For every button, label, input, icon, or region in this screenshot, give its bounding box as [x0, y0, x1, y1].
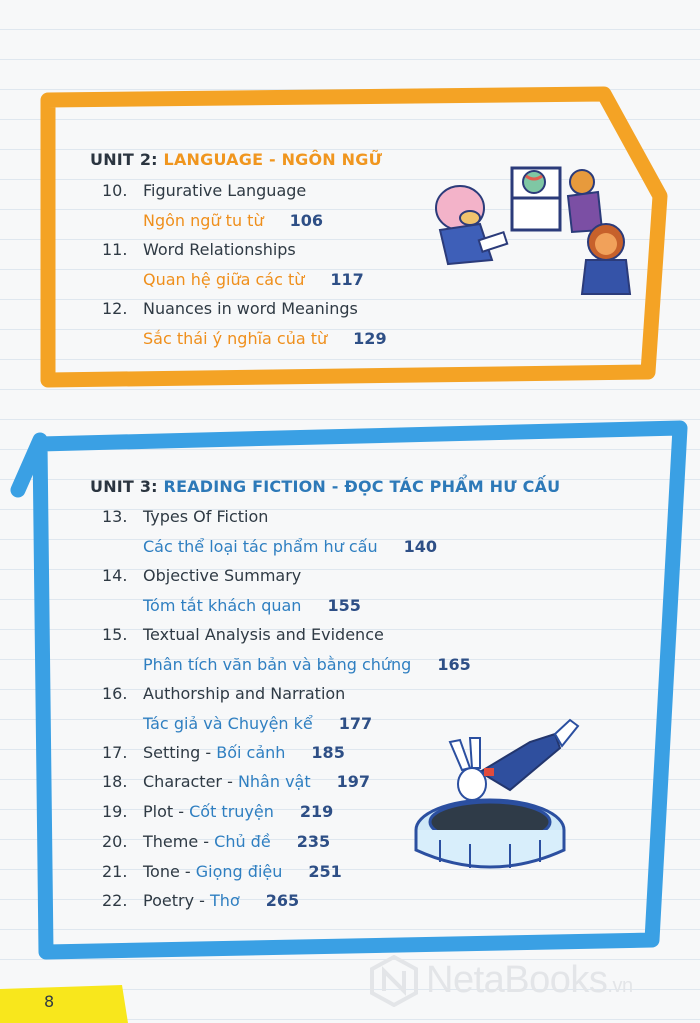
- lesson-title-en: Setting -: [143, 743, 217, 762]
- page-number-tab: [0, 985, 128, 1023]
- lesson-title-vi: Cốt truyện: [189, 802, 274, 821]
- unit-2-prefix: UNIT 2:: [90, 150, 158, 169]
- lesson-number: 13.: [102, 507, 128, 526]
- lesson-page: 265: [265, 891, 300, 910]
- lesson-title-en: Textual Analysis and Evidence: [143, 625, 384, 644]
- lesson-title-en: Character -: [143, 772, 238, 791]
- lesson-title-vi: Phân tích văn bản và bằng chứng: [143, 655, 412, 674]
- lesson-page: 235: [296, 832, 331, 851]
- lesson-number: 15.: [102, 625, 128, 644]
- unit-3-name: READING FICTION - ĐỌC TÁC PHẨM HƯ CẤU: [163, 477, 561, 496]
- lesson-13-vi: [143, 537, 437, 556]
- lesson-16-vi: [143, 714, 372, 733]
- lesson-title-vi: Quan hệ giữa các từ: [143, 270, 305, 289]
- lesson-number: 19.: [102, 802, 128, 821]
- unit-3-heading: [90, 477, 560, 496]
- lesson-12-vi: [143, 329, 387, 348]
- lesson-page: 140: [403, 537, 438, 556]
- lesson-title-vi: Nhân vật: [237, 772, 311, 791]
- lesson-page: 106: [289, 211, 323, 230]
- lesson-number: 18.: [102, 772, 128, 791]
- lesson-number: 14.: [102, 566, 128, 585]
- lesson-page: 117: [330, 270, 364, 289]
- page-number: 8: [44, 992, 55, 1011]
- lesson-title-en: Figurative Language: [143, 181, 307, 200]
- lesson-title-vi: Giọng điệu: [195, 862, 283, 881]
- lesson-title-vi: Tóm tắt khách quan: [143, 596, 302, 615]
- rabbit-pool-illustration: [410, 712, 590, 872]
- watermark-text: NetaBooks.vn: [426, 959, 633, 1001]
- lesson-title-en: Plot -: [143, 802, 190, 821]
- lesson-title-en: Theme -: [143, 832, 215, 851]
- lesson-title-vi: Bối cảnh: [216, 743, 286, 762]
- lesson-page: 251: [308, 862, 342, 881]
- lesson-title-en: Word Relationships: [143, 240, 296, 259]
- lesson-page: 197: [336, 772, 371, 791]
- lesson-title-vi: Tác giả và Chuyện kể: [143, 714, 313, 733]
- lesson-title-en: Tone -: [143, 862, 196, 881]
- unit-2-heading: [90, 150, 382, 169]
- lesson-number: 17.: [102, 743, 128, 762]
- unit-3-prefix: UNIT 3:: [90, 477, 158, 496]
- lesson-11-vi: [143, 270, 364, 289]
- unit-2-name: LANGUAGE - NGÔN NGỮ: [163, 150, 383, 169]
- lesson-number: 16.: [102, 684, 128, 703]
- globe-icon: [523, 171, 545, 193]
- lesson-number: 12.: [102, 299, 128, 318]
- lesson-14-vi: [143, 596, 361, 615]
- lesson-page: 165: [437, 655, 471, 674]
- lesson-number: 22.: [102, 891, 128, 910]
- lesson-15-vi: [143, 655, 471, 674]
- lesson-title-en: Authorship and Narration: [143, 684, 346, 703]
- lesson-title-vi: Các thể loại tác phẩm hư cấu: [143, 537, 378, 556]
- lesson-page: 185: [311, 743, 345, 762]
- lesson-page: 155: [327, 596, 361, 615]
- lesson-page: 177: [338, 714, 373, 733]
- lesson-title-en: Types Of Fiction: [143, 507, 269, 526]
- lesson-number: 10.: [102, 181, 128, 200]
- lesson-number: 20.: [102, 832, 128, 851]
- lesson-title-en: Objective Summary: [143, 566, 302, 585]
- lesson-title-vi: Ngôn ngữ tu từ: [143, 211, 264, 230]
- lesson-title-vi: Thơ: [209, 891, 240, 910]
- lesson-page: 219: [299, 802, 334, 821]
- lesson-title-en: Poetry -: [143, 891, 210, 910]
- lesson-number: 11.: [102, 240, 128, 259]
- classroom-illustration: [430, 160, 640, 300]
- lesson-title-vi: Chủ đề: [214, 832, 271, 851]
- lesson-title-en: Nuances in word Meanings: [143, 299, 358, 318]
- lesson-10-vi: [143, 211, 323, 230]
- lesson-page: 129: [353, 329, 387, 348]
- lesson-title-vi: Sắc thái ý nghĩa của từ: [143, 329, 328, 348]
- lesson-number: 21.: [102, 862, 128, 881]
